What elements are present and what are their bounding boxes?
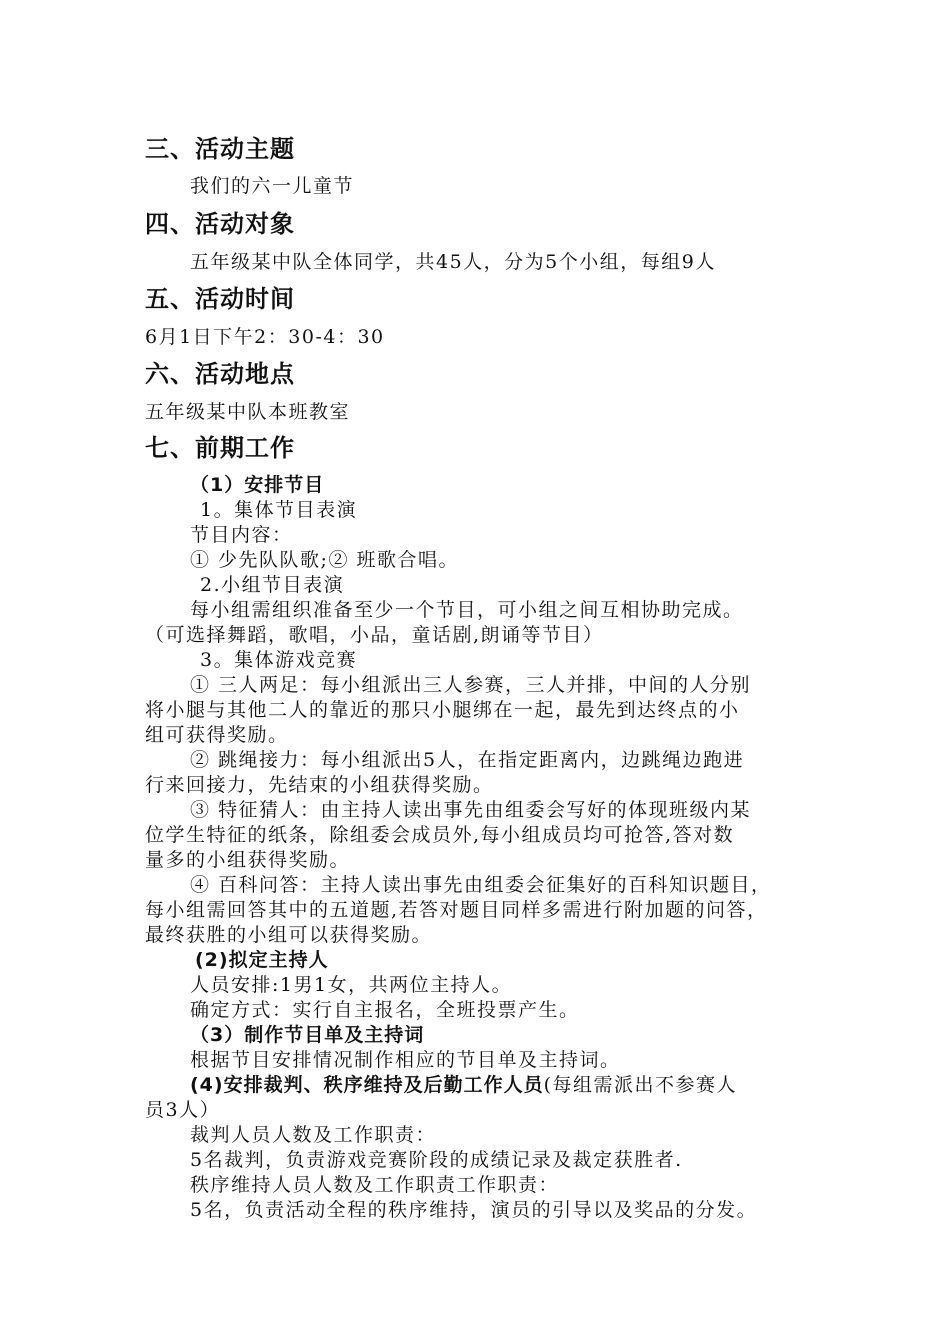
game-1-line-2: 将小腿与其他二人的靠近的那只小腿绑在一起，最先到达终点的小	[145, 699, 740, 721]
section-7-heading: 七、前期工作	[145, 434, 295, 462]
prep-1-a-title: 1。集体节目表演	[200, 499, 358, 521]
prep-1-b-line-1: 每小组需组织准备至少一个节目，可小组之间互相协助完成。	[190, 599, 744, 621]
section-5-heading: 五、活动时间	[145, 285, 295, 313]
section-5-body: 6月1日下午2：30-4：30	[145, 326, 385, 348]
prep-4-line-2: 5名裁判，负责游戏竞赛阶段的成绩记录及裁定获胜者.	[190, 1149, 683, 1171]
game-4-line-1: ④ 百科问答：主持人读出事先由组委会征集好的百科知识题目，	[190, 874, 772, 896]
prep-2-line-1: 人员安排:1男1女，共两位主持人。	[190, 974, 513, 996]
prep-1-b-title: 2.小组节目表演	[200, 574, 345, 596]
prep-2-title: (2)拟定主持人	[195, 949, 329, 971]
prep-4-title-note: (每组需派出不参赛人	[543, 1074, 738, 1096]
prep-4-title-bold: (4)安排裁判、秩序维持及后勤工作人员	[190, 1074, 544, 1096]
game-3-line-2: 位学生特征的纸条，除组委会成员外,每小组成员均可抢答,答对数	[145, 824, 735, 846]
game-1-line-1: ① 三人两足：每小组派出三人参赛，三人并排，中间的人分别	[190, 674, 752, 696]
prep-1-c-title: 3。集体游戏竞赛	[200, 649, 358, 671]
section-4-body: 五年级某中队全体同学，共45人，分为5个小组，每组9人	[190, 251, 716, 273]
section-4-heading: 四、活动对象	[145, 210, 295, 238]
prep-1-b-line-2: （可选择舞蹈，歌唱，小品，童话剧,朗诵等节目）	[145, 624, 604, 646]
section-3-body: 我们的六一儿童节	[190, 175, 355, 197]
game-4-line-3: 最终获胜的小组可以获得奖励。	[145, 924, 433, 946]
prep-3-title: （3）制作节目单及主持词	[190, 1024, 425, 1046]
prep-3-line-1: 根据节目安排情况制作相应的节目单及主持词。	[190, 1049, 621, 1071]
prep-4-line-1: 裁判人员人数及工作职责：	[190, 1124, 437, 1146]
prep-1-title: （1）安排节目	[190, 474, 325, 496]
game-3-line-3: 量多的小组获得奖励。	[145, 849, 351, 871]
prep-4-title	[190, 1073, 737, 1097]
section-6-heading: 六、活动地点	[145, 360, 295, 388]
prep-1-a-line-2: ① 少先队队歌;② 班歌合唱。	[190, 549, 459, 571]
prep-4-title-continued: 员3人）	[145, 1099, 221, 1121]
prep-4-line-4: 5名，负责活动全程的秩序维持，演员的引导以及奖品的分发。	[190, 1199, 758, 1221]
game-2-line-1: ② 跳绳接力：每小组派出5人，在指定距离内，边跳绳边跑进	[190, 749, 745, 771]
game-2-line-2: 行来回接力，先结束的小组获得奖励。	[145, 774, 494, 796]
game-4-line-2: 每小组需回答其中的五道题,若答对题目同样多需进行附加题的问答，	[145, 899, 768, 921]
section-3-heading: 三、活动主题	[145, 135, 295, 163]
game-3-line-1: ③ 特征猜人：由主持人读出事先由组委会写好的体现班级内某	[190, 799, 752, 821]
prep-4-line-3: 秩序维持人员人数及工作职责工作职责：	[190, 1174, 560, 1196]
prep-1-a-line-1: 节目内容：	[190, 524, 293, 546]
prep-2-line-2: 确定方式：实行自主报名，全班投票产生。	[190, 999, 580, 1021]
game-1-line-3: 组可获得奖励。	[145, 724, 289, 746]
section-6-body: 五年级某中队本班教室	[145, 401, 351, 423]
